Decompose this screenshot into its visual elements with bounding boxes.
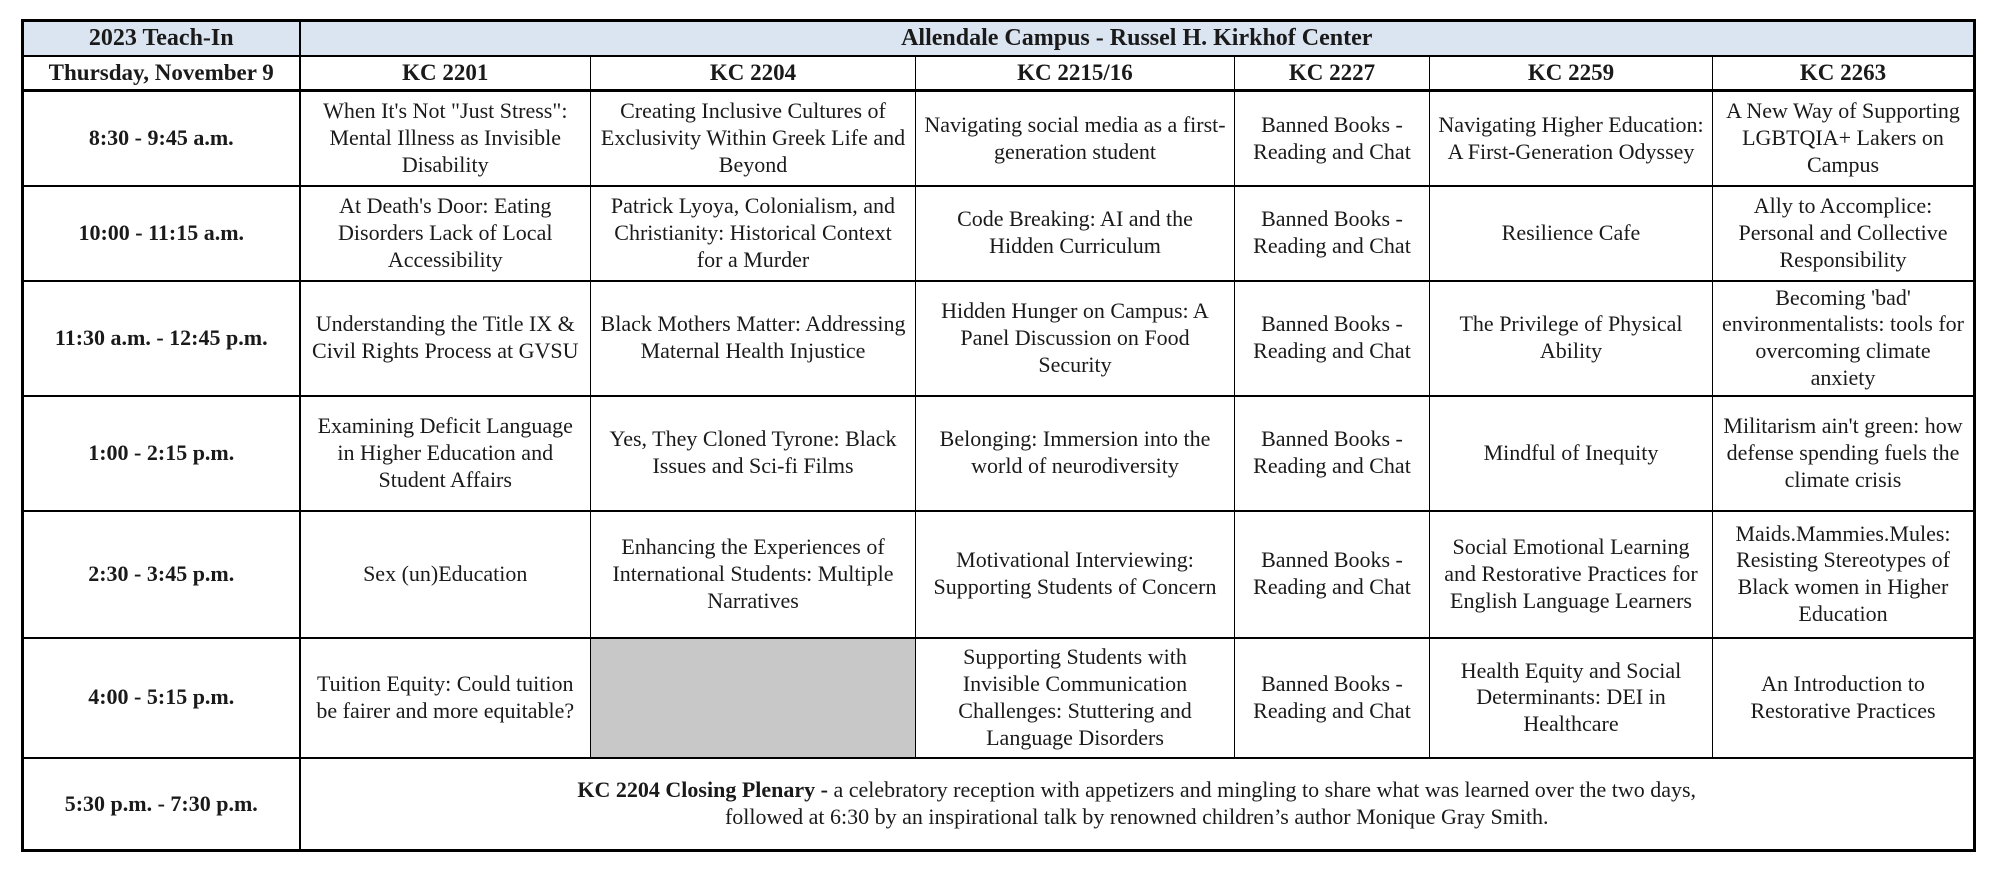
room-header-kc2259: KC 2259: [1430, 56, 1713, 91]
session-cell: Examining Deficit Language in Higher Education and Student Affairs: [300, 396, 591, 511]
room-header-kc2204: KC 2204: [591, 56, 916, 91]
venue-title: Allendale Campus - Russel H. Kirkhof Center: [300, 21, 1975, 57]
time-cell: 10:00 - 11:15 a.m.: [23, 186, 300, 281]
schedule-row: [23, 91, 1975, 186]
closing-plenary-cell: [300, 758, 1975, 851]
session-cell: Belonging: Immersion into the world of neurodiversity: [916, 396, 1235, 511]
session-cell: Health Equity and Social Determinants: DEI in Healthcare: [1430, 638, 1713, 758]
session-cell: Creating Inclusive Cultures of Exclusivity Within Greek Life and Beyond: [591, 91, 916, 186]
time-cell: 1:00 - 2:15 p.m.: [23, 396, 300, 511]
session-cell: Black Mothers Matter: Addressing Maternal Health Injustice: [591, 281, 916, 396]
room-header-kc2201: KC 2201: [300, 56, 591, 91]
time-cell: 2:30 - 3:45 p.m.: [23, 511, 300, 638]
session-cell: Banned Books - Reading and Chat: [1235, 638, 1430, 758]
session-cell: When It's Not "Just Stress": Mental Illness as Invisible Disability: [300, 91, 591, 186]
time-cell: 4:00 - 5:15 p.m.: [23, 638, 300, 758]
time-cell: 8:30 - 9:45 a.m.: [23, 91, 300, 186]
room-header-row: [23, 56, 1975, 91]
closing-plenary-title: KC 2204 Closing Plenary -: [577, 777, 834, 803]
empty-session-cell: [591, 638, 916, 758]
schedule-row: [23, 396, 1975, 511]
session-cell: An Introduction to Restorative Practices: [1713, 638, 1975, 758]
room-header-kc2227: KC 2227: [1235, 56, 1430, 91]
schedule-row: [23, 638, 1975, 758]
session-cell: Understanding the Title IX & Civil Rights Process at GVSU: [300, 281, 591, 396]
time-cell: 5:30 p.m. - 7:30 p.m.: [23, 758, 300, 851]
session-cell: Supporting Students with Invisible Communication Challenges: Stuttering and Language Disorders: [916, 638, 1235, 758]
session-cell: Maids.Mammies.Mules: Resisting Stereotypes of Black women in Higher Education: [1713, 511, 1975, 638]
session-cell: Becoming 'bad' environmentalists: tools for overcoming climate anxiety: [1713, 281, 1975, 396]
session-cell: Sex (un)Education: [300, 511, 591, 638]
schedule-row: [23, 186, 1975, 281]
schedule-row: [23, 511, 1975, 638]
session-cell: Banned Books - Reading and Chat: [1235, 91, 1430, 186]
session-cell: Banned Books - Reading and Chat: [1235, 511, 1430, 638]
session-cell: Enhancing the Experiences of International Students: Multiple Narratives: [591, 511, 916, 638]
session-cell: Patrick Lyoya, Colonialism, and Christianity: Historical Context for a Murder: [591, 186, 916, 281]
closing-plenary-description: a celebratory reception with appetizers and mingling to share what was learned over the two days, followed at 6:30 by an inspirational talk by renowned children’s author Monique Gray Smith.: [724, 777, 1697, 830]
session-cell: Tuition Equity: Could tuition be fairer and more equitable?: [300, 638, 591, 758]
session-cell: Hidden Hunger on Campus: A Panel Discussion on Food Security: [916, 281, 1235, 396]
session-cell: Banned Books - Reading and Chat: [1235, 396, 1430, 511]
session-cell: Motivational Interviewing: Supporting Students of Concern: [916, 511, 1235, 638]
schedule-row: [23, 281, 1975, 396]
closing-plenary-text: [547, 777, 1727, 831]
session-cell: Navigating social media as a first-generation student: [916, 91, 1235, 186]
session-cell: Resilience Cafe: [1430, 186, 1713, 281]
session-cell: Banned Books - Reading and Chat: [1235, 186, 1430, 281]
event-title: 2023 Teach-In: [23, 21, 300, 57]
session-cell: A New Way of Supporting LGBTQIA+ Lakers on Campus: [1713, 91, 1975, 186]
session-cell: Banned Books - Reading and Chat: [1235, 281, 1430, 396]
schedule-table: [21, 19, 1976, 852]
session-cell: Militarism ain't green: how defense spending fuels the climate crisis: [1713, 396, 1975, 511]
session-cell: Yes, They Cloned Tyrone: Black Issues and Sci-fi Films: [591, 396, 916, 511]
session-cell: At Death's Door: Eating Disorders Lack of Local Accessibility: [300, 186, 591, 281]
closing-plenary-row: [23, 758, 1975, 851]
date-label: Thursday, November 9: [23, 56, 300, 91]
session-cell: Navigating Higher Education: A First-Generation Odyssey: [1430, 91, 1713, 186]
session-cell: Mindful of Inequity: [1430, 396, 1713, 511]
session-cell: The Privilege of Physical Ability: [1430, 281, 1713, 396]
session-cell: Ally to Accomplice: Personal and Collective Responsibility: [1713, 186, 1975, 281]
room-header-kc2263: KC 2263: [1713, 56, 1975, 91]
session-cell: Social Emotional Learning and Restorative Practices for English Language Learners: [1430, 511, 1713, 638]
room-header-kc2215-16: KC 2215/16: [916, 56, 1235, 91]
session-cell: Code Breaking: AI and the Hidden Curriculum: [916, 186, 1235, 281]
time-cell: 11:30 a.m. - 12:45 p.m.: [23, 281, 300, 396]
title-row: [23, 21, 1975, 57]
